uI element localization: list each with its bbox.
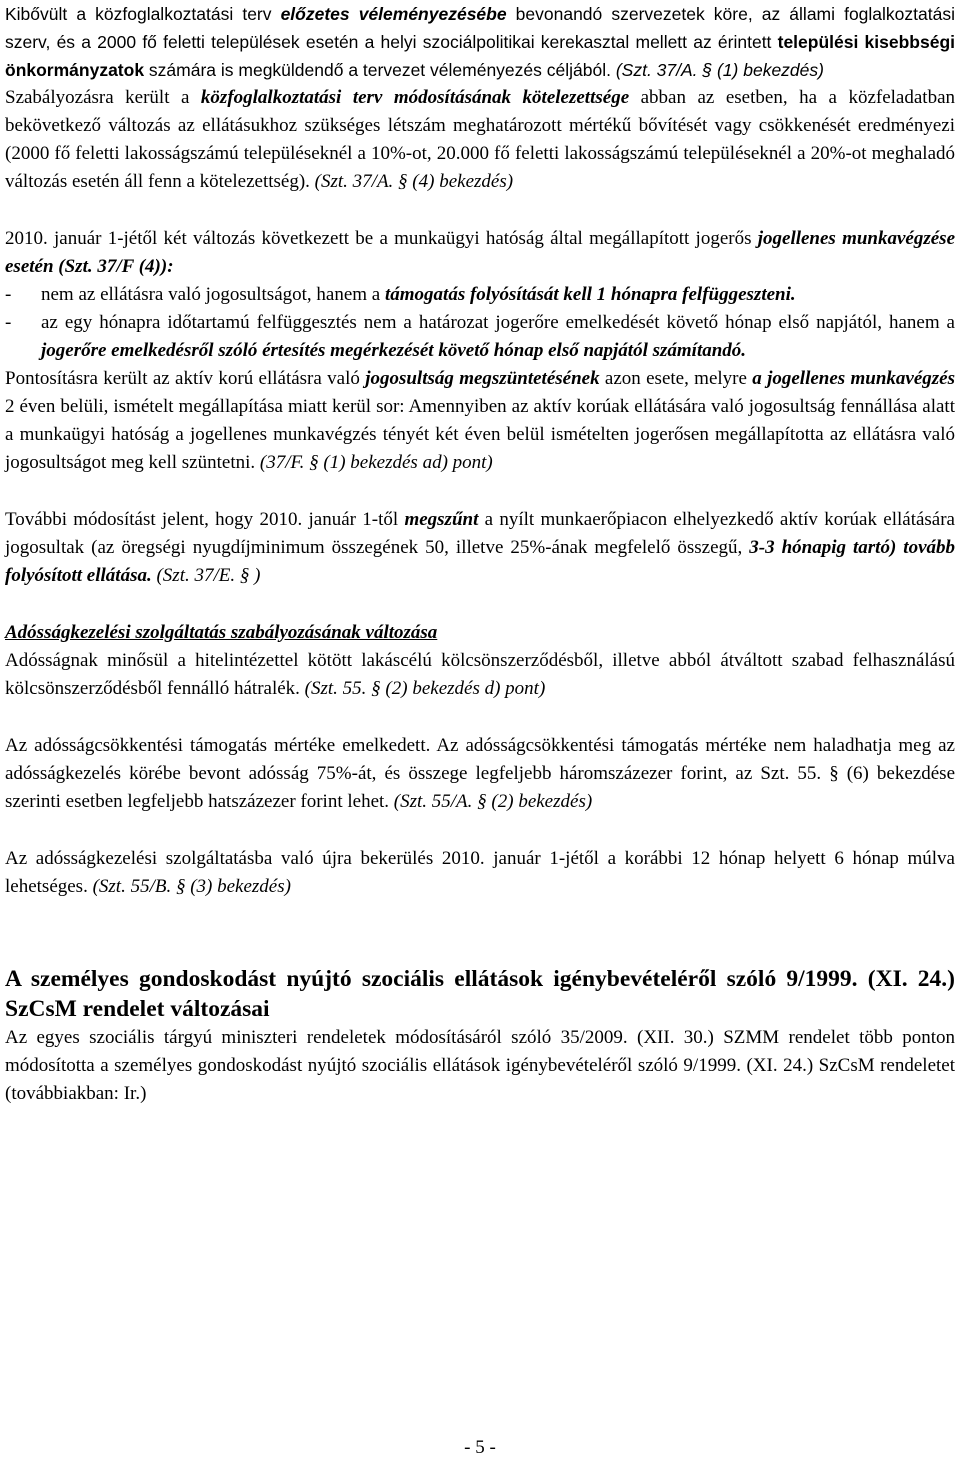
dash-list xyxy=(5,281,955,365)
list-item xyxy=(5,281,955,309)
paragraph-debt-definition xyxy=(5,647,955,703)
text-run: az egy hónapra időtartamú felfüggesztés nem a határozat jogerőre emelkedését követő hónap első napjától, hanem a xyxy=(41,312,955,333)
spacer xyxy=(5,590,955,619)
spacer xyxy=(5,901,955,961)
spacer xyxy=(5,703,955,732)
text-run: További módosítást jelent, hogy 2010. január 1-től xyxy=(5,509,405,530)
spacer xyxy=(5,196,955,225)
section-heading-text: Adósságkezelési szolgáltatás szabályozásának változása xyxy=(5,622,438,643)
legal-reference: (Szt. 55. § (2) bekezdés d) pont) xyxy=(304,678,546,699)
legal-reference: (Szt. 37/E. § ) xyxy=(151,565,261,586)
list-item xyxy=(5,309,955,365)
text-run: Az adósságkezelési szolgáltatásba való újra bekerülés 2010. január 1-jétől a korábbi 12 hónap helyett 6 hónap múlva lehetséges. xyxy=(5,848,955,897)
emphasis-text: 3-3 hónapig tartó) tovább folyósított ellátása. xyxy=(5,537,955,586)
emphasis-text: a jogellenes munkavégzés xyxy=(752,368,956,389)
legal-reference: (Szt. 37/A. § (4) bekezdés) xyxy=(314,171,514,192)
emphasis-text: jogosultság megszüntetésének xyxy=(365,368,600,389)
legal-reference: (Szt. 37/A. § (1) bekezdés) xyxy=(615,60,824,80)
emphasis-text: jogellenes munkavégzése esetén (Szt. 37/F (4)): xyxy=(5,228,956,277)
text-run: Szabályozásra került a xyxy=(5,87,201,108)
page-number: - 5 - xyxy=(464,1437,496,1458)
text-run: számára is megküldendő a tervezet véleményezés céljából. xyxy=(144,60,616,80)
emphasis-text: jogerőre emelkedésről szóló értesítés megérkezését követő hónap első napjától számítandó. xyxy=(41,340,747,361)
text-run: Az adósságcsökkentési támogatás mértéke emelkedett. Az adósságcsökkentési támogatás mértéke nem haladhatja meg az adósságkezelés körébe bevont adósság 75%-át, és összege legfeljebb háromszázezer forint, az Szt. 55. § (6) bekezdése szerinti esetben legfeljebb hatszázezer forint lehet. xyxy=(5,735,955,812)
paragraph-abolished-benefit xyxy=(5,506,955,590)
text-run: nem az ellátásra való jogosultságot, hanem a xyxy=(41,284,385,305)
legal-reference: (Szt. 55/B. § (3) bekezdés) xyxy=(92,876,291,897)
text-run: abban az esetben, ha a közfeladatban bekövetkező változás az ellátásukhoz szükséges létszám meghatározott mértékű bővítését vagy csökkenését eredményezi (2000 fő feletti lakosságszámú településeknél a 10%-ot, 20.000 fő feletti lakosságszámú településeknél a 20%-ot meghaladó változás esetén áll fenn a kötelezettség). xyxy=(5,87,955,192)
section-heading-debt-management xyxy=(5,619,955,647)
legal-reference: (Szt. 55/A. § (2) bekezdés) xyxy=(393,791,593,812)
emphasis-text: támogatás folyósítását kell 1 hónapra felfüggeszteni. xyxy=(385,284,796,305)
emphasis-text: közfoglalkoztatási terv módosításának kötelezettsége xyxy=(200,87,630,108)
text-run: Kibővült a közfoglalkoztatási terv xyxy=(5,4,281,24)
paragraph-termination xyxy=(5,365,955,477)
legal-reference: (37/F. § (1) bekezdés ad) pont) xyxy=(259,452,493,473)
paragraph-plan-modification xyxy=(5,84,955,196)
text-run: 2010. január 1-jétől két változás következett be a munkaügyi hatóság által megállapított jogerős xyxy=(5,228,758,249)
spacer xyxy=(5,477,955,506)
text-run: a nyílt munkaerőpiacon elhelyezkedő aktív korúak ellátására jogosultak (az öregségi nyugdíjminimum összegének 50, illetve 25%-ának megfelelő összegű, xyxy=(5,509,955,558)
emphasis-text: megszűnt xyxy=(404,509,479,530)
emphasis-text: előzetes véleményezésébe xyxy=(280,4,507,24)
paragraph-illegal-work xyxy=(5,225,955,281)
dash-bullet: - xyxy=(5,284,12,305)
text-run: azon esete, melyre xyxy=(599,368,753,389)
paragraph-debt-reduction xyxy=(5,732,955,816)
text-run: Adósságnak minősül a hitelintézettel kötött lakáscélú kölcsönszerződésből, illetve abból átváltott szabad felhasználású kölcsönszerződésből fennálló hátralék. xyxy=(5,650,955,699)
spacer xyxy=(5,816,955,845)
dash-bullet: - xyxy=(5,312,12,333)
text-run: bevonandó szervezetek köre, az állami foglalkoztatási szerv, és a 2000 fő feletti települések esetén a helyi szociálpolitikai kerekasztal mellett az érintett xyxy=(5,4,955,52)
paragraph-preliminary-opinion xyxy=(5,0,955,84)
emphasis-text: települési kisebbségi önkormányzatok xyxy=(5,32,956,80)
decree-heading: A személyes gondoskodást nyújtó szociális ellátások igénybevételéről szóló 9/1999. (XI. 24.) SzCsM rendelet változásai xyxy=(5,966,955,1022)
paragraph-decree-intro: Az egyes szociális tárgyú miniszteri rendeletek módosításáról szóló 35/2009. (XII. 30.) SZMM rendelet több ponton módosította a személyes gondoskodást nyújtó szociális ellátások igénybevételéről szóló 9/1999. (XI. 24.) SzCsM rendeletet (továbbiakban: Ir.) xyxy=(5,1027,955,1104)
paragraph-re-entry xyxy=(5,845,955,901)
text-run: 2 éven belüli, ismételt megállapítása miatt kerül sor: Amennyiben az aktív korúak ellátására való jogosultság fennállása alatt a munkaügyi hatóság a jogellenes munkavégzés tényét két éven belül ismételten jogerősen megállapította az ellátásra való jogosultságot meg kell szüntetni. xyxy=(5,396,955,473)
text-run: Pontosításra került az aktív korú ellátásra való xyxy=(5,368,366,389)
